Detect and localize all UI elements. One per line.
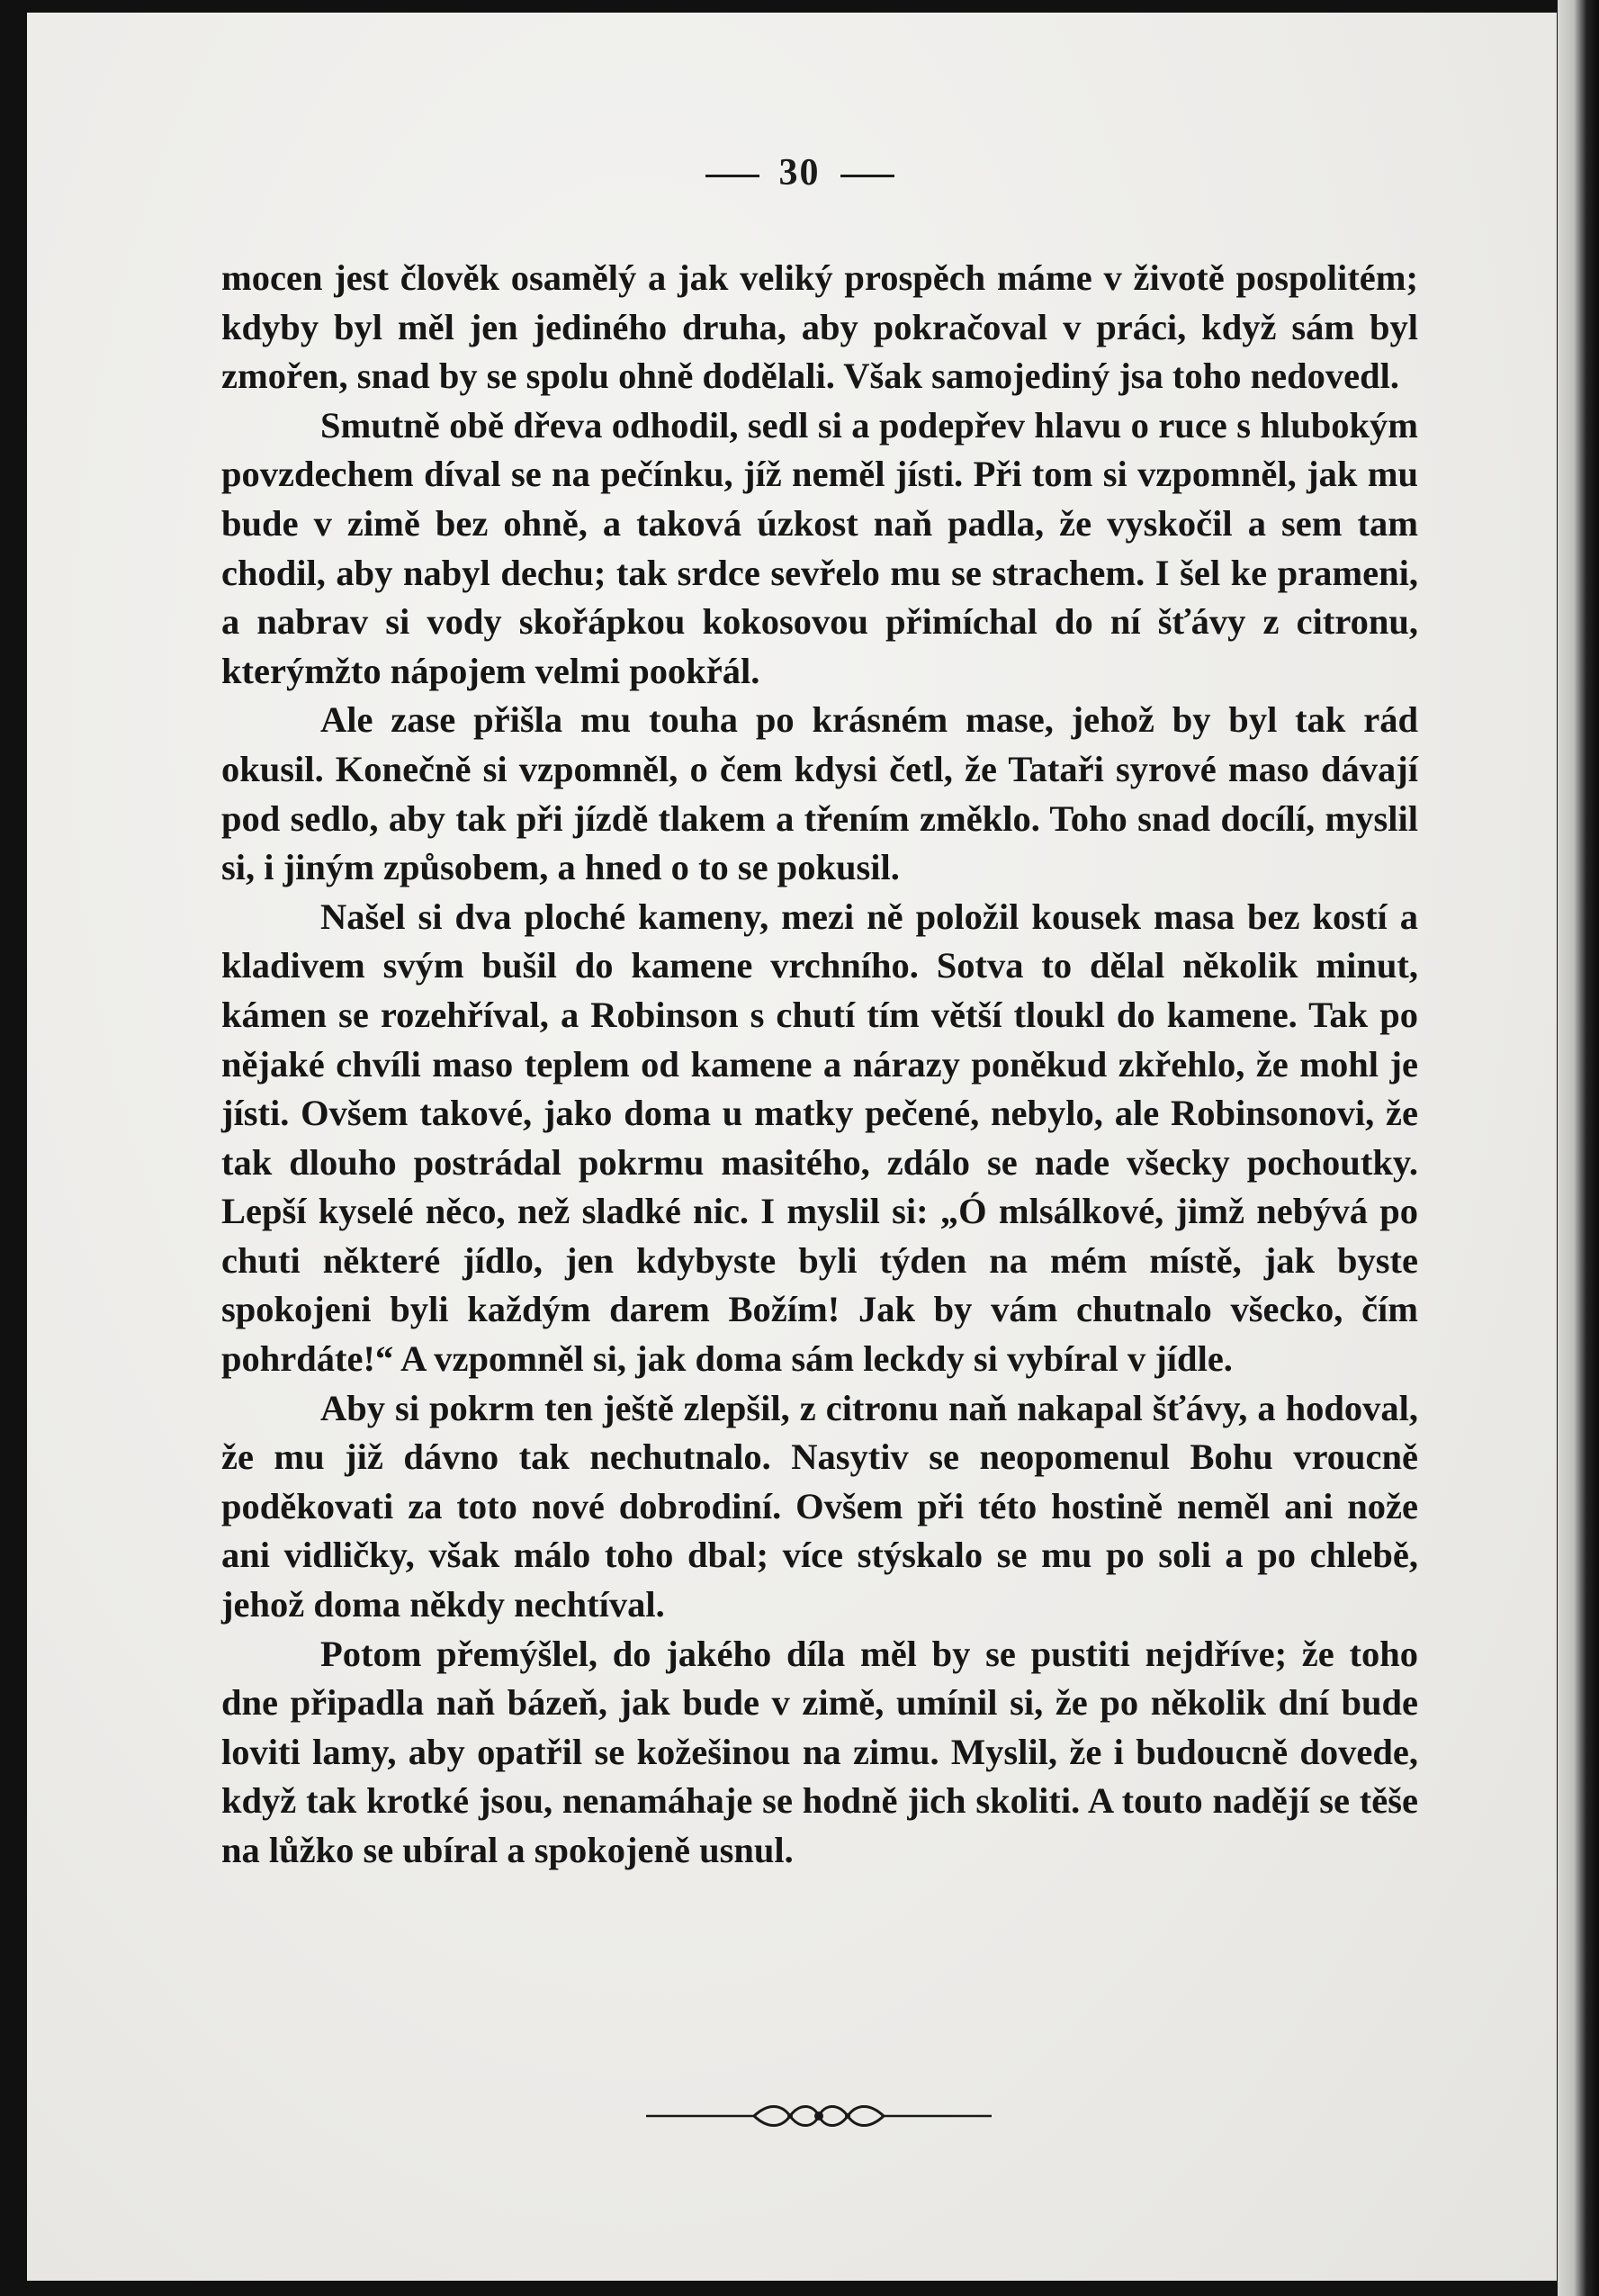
page-number-header: [0, 151, 1599, 194]
paragraph-6: Potom přemýšlel, do jakého díla měl by se pustiti nejdříve; že toho dne připadla naň bázeň, jak bude v zimě, umínil si, že po několik dní bude loviti lamy, aby opatřil se kožešinou na zimu. Myslil, že i budoucně dovede, když tak krotké jsou, nenamáhaje se hodně jich skoliti. A touto nadějí se těše na lůžko se ubíral a spokojeně usnul.: [221, 1633, 1418, 1870]
paragraph-2: Smutně obě dřeva odhodil, sedl si a podepřev hlavu o ruce s hlubokým povzdechem díval se na pečínku, jíž neměl jísti. Při tom si vzpomněl, jak mu bude v zimě bez ohně, a taková úzkost naň padla, že vyskočil a sem tam chodil, aby nabyl dechu; tak srdce sevřelo mu se strachem. I šel ke prameni, a nabrav si vody skořápkou kokosovou přimíchal do ní šťávy z citronu, kterýmžto nápojem velmi pookřál.: [221, 404, 1418, 691]
page-number-dash-left: [705, 175, 759, 177]
paragraph-3: Ale zase přišla mu touha po krásném mase, jehož by byl tak rád okusil. Konečně si vzpomněl, o čem kdysi četl, že Tataři syrové maso dávají pod sedlo, aby tak při jízdě tlakem a třením změklo. Toho snad docílí, myslil si, i jiným způsobem, a hned o to se pokusil.: [221, 699, 1418, 888]
body-text: [221, 254, 1418, 1876]
page-number-dash-right: [840, 175, 894, 177]
page-binding-edge: [1558, 0, 1599, 2296]
end-ornament-icon: [646, 2090, 992, 2142]
page-number: 30: [778, 152, 821, 194]
paragraph-1: mocen jest člověk osamělý a jak veliký prospěch máme v životě pospolitém; kdyby byl měl jen jediného druha, aby pokračoval v práci, když sám byl zmořen, snad by se spolu ohně dodělali. Však samojediný jsa toho nedovedl.: [221, 257, 1418, 397]
paragraph-4: Našel si dva ploché kameny, mezi ně položil kousek masa bez kostí a kladivem svým bušil do kamene vrchního. Sotva to dělal několik minut, kámen se rozehříval, a Robinson s chutí tím větší tloukl do kamene. Tak po nějaké chvíli maso teplem od kamene a nárazy poněkud zkřehlo, že mohl je jísti. Ovšem takové, jako doma u matky pečené, nebylo, ale Robinsonovi, že tak dlouho postrádal pokrmu masitého, zdálo se nade všecky pochoutky. Lepší kyselé něco, než sladké nic. I myslil si: „Ó mlsálkové, jimž nebývá po chuti některé jídlo, jen kdybyste byli týden na mém místě, jak byste spokojeni byli každým darem Božím! Jak by vám chutnalo všecko, čím pohrdáte!“ A vzpomněl si, jak doma sám leckdy si vybíral v jídle.: [221, 896, 1418, 1380]
paragraph-5: Aby si pokrm ten ještě zlepšil, z citronu naň nakapal šťávy, a hodoval, že mu již dávno tak nechutnalo. Nasytiv se neopomenul Bohu vroucně poděkovati za toto nové dobrodiní. Ovšem při této hostině neměl ani nože ani vidličky, však málo toho dbal; více stýskalo se mu po soli a po chlebě, jehož doma někdy nechtíval.: [221, 1387, 1418, 1625]
